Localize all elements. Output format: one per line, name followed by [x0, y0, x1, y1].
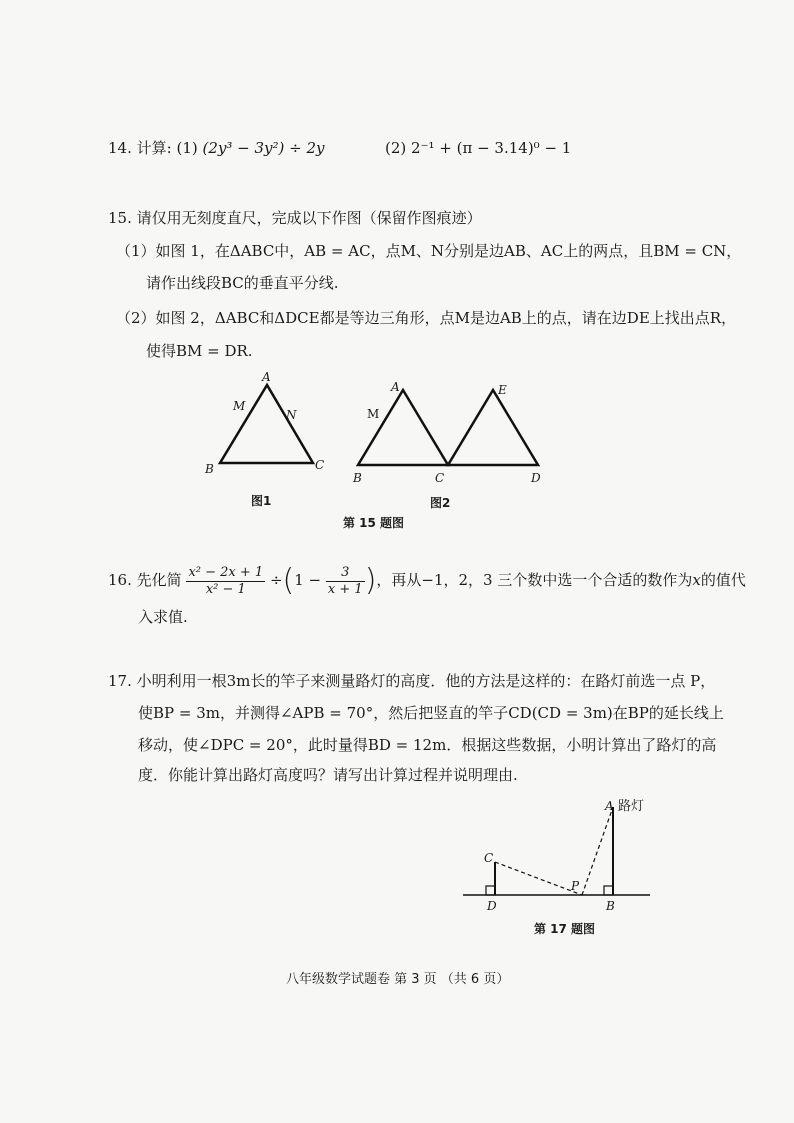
- fig1-label-c: C: [315, 458, 325, 472]
- q15-figure-1: [195, 365, 335, 480]
- q14-part2-tag: (2): [385, 139, 407, 157]
- q16-suffix2: 的值代: [700, 571, 746, 589]
- q14-label: 计算:: [136, 139, 172, 157]
- triangle-dce: [448, 390, 538, 465]
- q15-p1-line2: 请作出线段BC的垂直平分线.: [146, 274, 339, 292]
- q16-frac1-numerator: x² − 2x + 1: [188, 564, 264, 580]
- page-footer: 八年级数学试题卷 第 3 页 （共 6 页）: [286, 972, 510, 987]
- q16-number: 16.: [108, 571, 132, 589]
- triangle-abc: [220, 385, 313, 463]
- fig1-caption: 图1: [251, 494, 272, 508]
- q16-divide: ÷: [269, 571, 283, 589]
- q15-figure-2: [345, 378, 555, 488]
- q15-figure-caption: 第 15 题图: [343, 516, 405, 530]
- q16-prefix: 先化简: [136, 571, 182, 589]
- q17-line1: [108, 670, 715, 692]
- q17-figure: [455, 790, 665, 915]
- q15-number: 15.: [108, 209, 132, 227]
- q16-line2: 入求值.: [138, 608, 188, 626]
- q16-frac1-denominator: x² − 1: [205, 581, 246, 597]
- q16-frac2-denominator: x + 1: [327, 581, 363, 597]
- dashed-pa: [582, 807, 613, 895]
- fig1-label-a: A: [262, 370, 271, 384]
- right-angle-b: [604, 886, 613, 895]
- q14-number: 14.: [108, 139, 132, 157]
- fig1-label-n: N: [286, 408, 297, 422]
- q17-line4: 度．你能计算出路灯高度吗？请写出计算过程并说明理由.: [138, 766, 518, 784]
- fig17-label-p: P: [571, 879, 580, 893]
- q15-p1-line1: （1）如图 1，在ΔABC中，AB = AC，点M、N分别是边AB、AC上的两点，且BM = CN，: [116, 242, 742, 260]
- fig17-label-lamp: 路灯: [618, 799, 645, 814]
- fig2-label-e: E: [498, 383, 507, 397]
- fig2-caption: 图2: [430, 496, 451, 510]
- fig1-label-m: M: [233, 399, 246, 413]
- q16-right-paren: ): [364, 563, 377, 598]
- q16-left-paren: (: [282, 563, 295, 598]
- q16-line1: [108, 562, 746, 599]
- q17-text-1: 小明利用一根3m长的竿子来测量路灯的高度．他的方法是这样的：在路灯前选一点 P，: [136, 672, 716, 690]
- fig2-label-c: C: [435, 471, 445, 485]
- fig17-label-c: C: [484, 851, 494, 865]
- q16-var: x: [692, 571, 701, 589]
- q14-part1-expr: (2y³ − 3y²) ÷ 2y: [202, 139, 325, 157]
- fig2-label-m: M: [367, 407, 380, 421]
- q16-frac2-numerator: 3: [326, 565, 365, 582]
- fig17-label-b: B: [606, 899, 615, 913]
- fig2-label-a: A: [391, 380, 400, 394]
- fig17-label-d: D: [487, 899, 497, 913]
- q15-p2-line2: 使得BM = DR.: [146, 342, 253, 360]
- q14-part2-expr: 2⁻¹ + (π − 3.14)⁰ − 1: [411, 139, 572, 157]
- fig2-label-b: B: [353, 471, 362, 485]
- q17-line2: 使BP = 3m，并测得∠APB = 70°，然后把竖直的竿子CD(CD = 3m)在BP的延长线上: [138, 704, 724, 722]
- q15-title: 请仅用无刻度直尺，完成以下作图（保留作图痕迹）: [136, 209, 482, 227]
- dashed-cp: [495, 862, 582, 895]
- q17-figure-caption: 第 17 题图: [534, 922, 596, 936]
- q17-line3: 移动，使∠DPC = 20°，此时量得BD = 12m．根据这些数据，小明计算出了路灯的高: [138, 736, 717, 754]
- q17-number: 17.: [108, 672, 132, 690]
- q15-p2-line1: （2）如图 2，ΔABC和ΔDCE都是等边三角形，点M是边AB上的点，请在边DE上找出点R，: [116, 309, 737, 327]
- q14-part2: [385, 137, 571, 159]
- triangle-abc-2: [358, 390, 448, 465]
- fig17-label-a: A: [605, 799, 614, 813]
- right-angle-d: [486, 886, 495, 895]
- fig2-label-d: D: [531, 471, 541, 485]
- q14-part1-tag: (1): [176, 139, 198, 157]
- q14-line: [108, 137, 325, 159]
- q16-fraction-1: [186, 565, 265, 598]
- q16-fraction-2: [326, 565, 365, 598]
- q16-suffix: ，再从−1，2，3 三个数中选一个合适的数作为: [376, 571, 693, 589]
- fig1-label-b: B: [205, 462, 214, 476]
- q15-title-line: [108, 207, 482, 229]
- q16-one-minus: 1 −: [294, 571, 322, 589]
